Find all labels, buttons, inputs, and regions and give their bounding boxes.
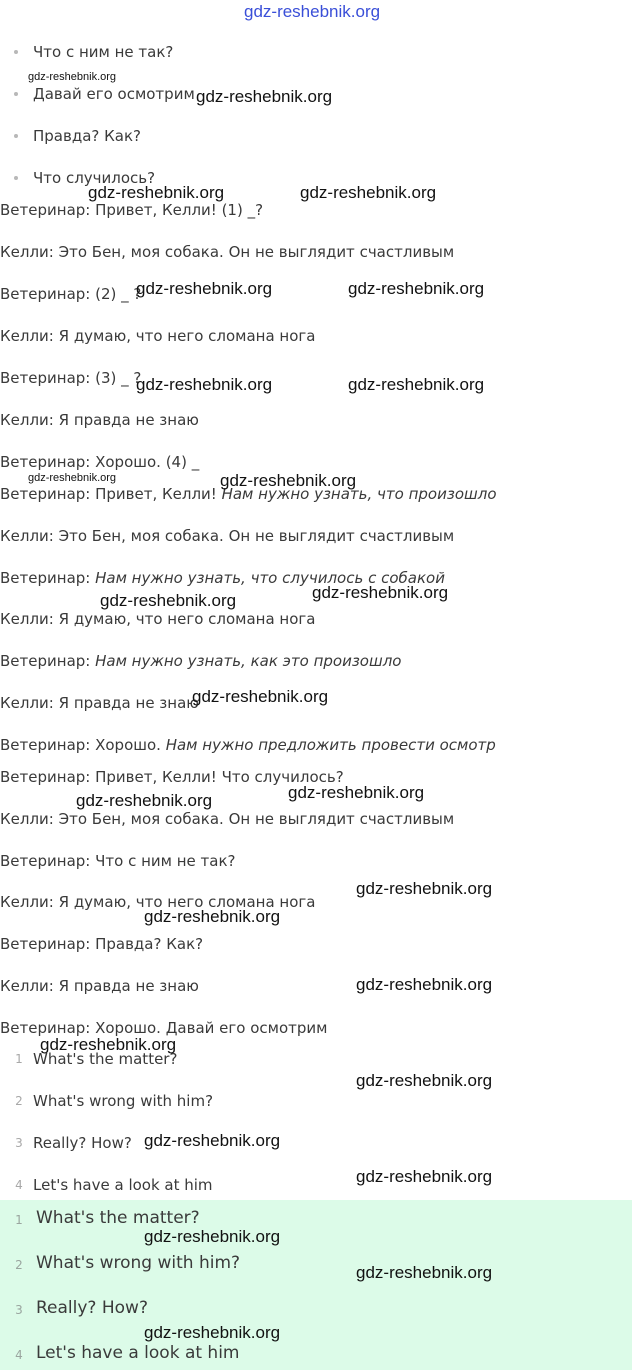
option-item: Правда? Как? [33, 127, 141, 145]
watermark: gdz-reshebnik.org [28, 71, 117, 83]
dialogue-line: Ветеринар: Нам нужно узнать, как это произошло [0, 652, 402, 670]
dialogue-line: Келли: Я правда не знаю [0, 411, 199, 429]
answer-item: What's wrong with him? [36, 1253, 241, 1273]
answer-number: 2 [15, 1094, 23, 1108]
watermark: gdz-reshebnik.org [40, 1035, 177, 1054]
answer-highlight-panel [0, 1200, 632, 1370]
watermark: gdz-reshebnik.org [192, 687, 329, 706]
watermark: gdz-reshebnik.org [144, 1227, 281, 1246]
watermark: gdz-reshebnik.org [356, 1071, 493, 1090]
watermark: gdz-reshebnik.org [356, 975, 493, 994]
answer-item: What's wrong with him? [33, 1092, 214, 1110]
watermark: gdz-reshebnik.org [288, 783, 425, 802]
answer-item: Let's have a look at him [33, 1176, 213, 1194]
dialogue-line: Ветеринар: Хорошо. Нам нужно предложить провести осмотр [0, 736, 496, 754]
watermark: gdz-reshebnik.org [348, 279, 485, 298]
answer-item: What's the matter? [36, 1208, 200, 1228]
answer-item: Really? How? [36, 1298, 148, 1318]
dialogue-line: Ветеринар: (3) _ ? [0, 369, 142, 387]
watermark-top: gdz-reshebnik.org [244, 2, 381, 21]
dialogue-line: Ветеринар: Нам нужно узнать, что случилось с собакой [0, 569, 445, 587]
dialogue-line: Келли: Это Бен, моя собака. Он не выглядит счастливым [0, 810, 455, 828]
answer-number: 2 [15, 1258, 23, 1272]
bullet-icon [14, 134, 18, 138]
answer-number: 1 [15, 1213, 23, 1227]
watermark: gdz-reshebnik.org [88, 183, 225, 202]
answer-item: Really? How? [33, 1134, 132, 1152]
option-item: Что с ним не так? [33, 43, 174, 61]
dialogue-line: Ветеринар: Что с ним не так? [0, 852, 236, 870]
watermark: gdz-reshebnik.org [136, 279, 273, 298]
bullet-icon [14, 176, 18, 180]
dialogue-line: Келли: Я правда не знаю [0, 977, 199, 995]
watermark: gdz-reshebnik.org [220, 471, 357, 490]
watermark: gdz-reshebnik.org [144, 907, 281, 926]
dialogue-line: Келли: Я думаю, что него сломана нога [0, 327, 316, 345]
dialogue-line: Ветеринар: Хорошо. Давай его осмотрим [0, 1019, 328, 1037]
dialogue-line: Ветеринар: Привет, Келли! Что случилось? [0, 768, 344, 786]
option-item: Давай его осмотрим [33, 85, 195, 103]
watermark: gdz-reshebnik.org [76, 791, 213, 810]
dialogue-line: Келли: Это Бен, моя собака. Он не выглядит счастливым [0, 527, 455, 545]
dialogue-line: Ветеринар: Привет, Келли! Нам нужно узнать, что произошло [0, 485, 497, 503]
bullet-icon [14, 92, 18, 96]
option-item: Что случилось? [33, 169, 156, 187]
answer-number: 1 [15, 1052, 23, 1066]
dialogue-line: Ветеринар: Хорошо. (4) _ [0, 453, 200, 471]
answer-item: Let's have a look at him [36, 1343, 240, 1363]
watermark: gdz-reshebnik.org [144, 1131, 281, 1150]
watermark: gdz-reshebnik.org [300, 183, 437, 202]
answer-number: 4 [15, 1348, 23, 1362]
watermark: gdz-reshebnik.org [144, 1323, 281, 1342]
dialogue-line: Ветеринар: Правда? Как? [0, 935, 204, 953]
watermark: gdz-reshebnik.org [100, 591, 237, 610]
watermark: gdz-reshebnik.org [28, 472, 117, 484]
watermark: gdz-reshebnik.org [356, 879, 493, 898]
answer-number: 4 [15, 1178, 23, 1192]
dialogue-line: Келли: Я думаю, что него сломана нога [0, 893, 316, 911]
watermark: gdz-reshebnik.org [356, 1263, 493, 1282]
watermark: gdz-reshebnik.org [196, 87, 333, 106]
watermark: gdz-reshebnik.org [356, 1167, 493, 1186]
dialogue-line: Келли: Я думаю, что него сломана нога [0, 610, 316, 628]
dialogue-line: Ветеринар: Привет, Келли! (1) _? [0, 201, 264, 219]
watermark: gdz-reshebnik.org [348, 375, 485, 394]
bullet-icon [14, 50, 18, 54]
dialogue-line: Келли: Это Бен, моя собака. Он не выглядит счастливым [0, 243, 455, 261]
dialogue-line: Ветеринар: (2) _ ? [0, 285, 142, 303]
answer-number: 3 [15, 1303, 23, 1317]
answer-number: 3 [15, 1136, 23, 1150]
watermark: gdz-reshebnik.org [312, 583, 449, 602]
dialogue-line: Келли: Я правда не знаю [0, 694, 199, 712]
watermark: gdz-reshebnik.org [136, 375, 273, 394]
answer-item: What's the matter? [33, 1050, 178, 1068]
